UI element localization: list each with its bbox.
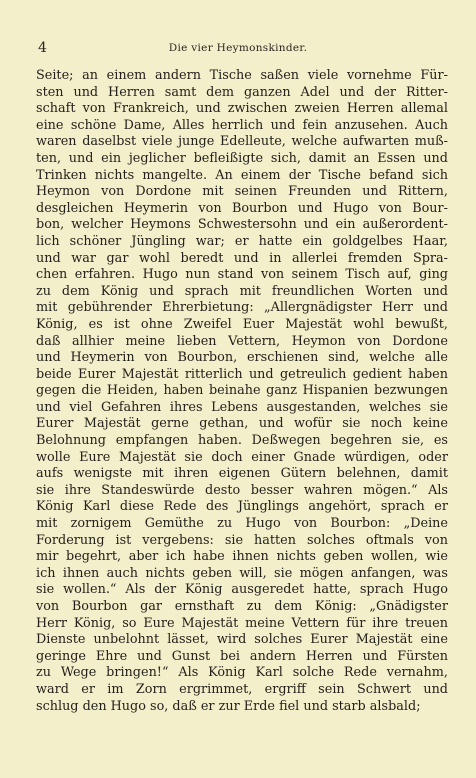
- text-line: ten, und ein jeglicher befleißigte sich, damit an Essen und: [36, 150, 448, 166]
- text-line: desgleichen Heymerin von Bourbon und Hugo von Bour-: [36, 200, 448, 216]
- page-header: [38, 40, 438, 64]
- text-line: sie wollen.“ Als der König ausgeredet hatte, sprach Hugo: [36, 582, 448, 598]
- text-line: und viel Gefahren ihres Lebens ausgestanden, welches sie: [36, 399, 448, 415]
- page-number: 4: [38, 40, 47, 56]
- text-line: daß allhier meine lieben Vettern, Heymon von Dordone: [36, 333, 448, 349]
- text-line: Eurer Majestät gerne gethan, und wofür sie noch keine: [36, 416, 448, 432]
- text-line: ward er im Zorn ergrimmet, ergriff sein Schwert und: [36, 681, 448, 697]
- text-line: mir begehrt, aber ich habe ihnen nichts geben wollen, wie: [36, 549, 448, 565]
- text-line: mit gebührender Ehrerbietung: „Allergnädigster Herr und: [36, 300, 448, 316]
- text-line: und war gar wohl beredt und in allerlei fremden Spra-: [36, 250, 448, 266]
- text-line: König Karl diese Rede des Jünglings angehört, sprach er: [36, 499, 448, 515]
- text-line: waren daselbst viele junge Edelleute, welche aufwarten muß-: [36, 134, 448, 150]
- text-line: mit zornigem Gemüthe zu Hugo von Bourbon: „Deine: [36, 516, 448, 532]
- text-line: zu dem König und sprach mit freundlichen Worten und: [36, 283, 448, 299]
- text-line: gegen die Heiden, haben beinahe ganz Hispanien bezwungen: [36, 383, 448, 399]
- text-line: zu Wege bringen!“ Als König Karl solche Rede vernahm,: [36, 665, 448, 681]
- text-line: sie ihre Standeswürde desto besser wahren mögen.“ Als: [36, 482, 448, 498]
- text-line: lich schöner Jüngling war; er hatte ein goldgelbes Haar,: [36, 233, 448, 249]
- text-line: Dienste unbelohnt lässet, wird solches Eurer Majestät eine: [36, 632, 448, 648]
- text-line: schaft von Frankreich, und zwischen zweien Herren allemal: [36, 101, 448, 117]
- text-line: Heymon von Dordone mit seinen Freunden und Rittern,: [36, 184, 448, 200]
- text-line: Trinken nichts mangelte. An einem der Tische befand sich: [36, 167, 448, 183]
- text-line: Seite; an einem andern Tische saßen viele vornehme Für-: [36, 68, 448, 83]
- text-line: sten und Herren samt dem ganzen Adel und der Ritter-: [36, 84, 448, 100]
- text-line: bon, welcher Heymons Schwestersohn und ein außerordent-: [36, 217, 448, 233]
- text-line: König, es ist ohne Zweifel Euer Majestät wohl bewußt,: [36, 316, 448, 332]
- text-line: aufs wenigste mit ihren eigenen Gütern belehnen, damit: [36, 466, 448, 482]
- body-text: [36, 68, 448, 715]
- text-line: wolle Eure Majestät sie doch einer Gnade würdigen, oder: [36, 449, 448, 465]
- text-line: Herr König, so Eure Majestät meine Vettern für ihre treuen: [36, 615, 448, 631]
- text-line: chen erfahren. Hugo nun stand von seinem Tisch auf, ging: [36, 267, 448, 283]
- running-head: Die vier Heymonskinder.: [168, 42, 308, 54]
- text-line: beide Eurer Majestät ritterlich und getreulich gedient haben: [36, 366, 448, 382]
- text-line: Forderung ist vergebens: sie hatten solches oftmals von: [36, 532, 448, 548]
- text-line: und Heymerin von Bourbon, erschienen sind, welche alle: [36, 350, 448, 366]
- text-line: ich ihnen auch nichts geben will, sie mögen anfangen, was: [36, 565, 448, 581]
- text-line: schlug den Hugo so, daß er zur Erde fiel und starb alsbald;: [36, 698, 421, 714]
- text-line: eine schöne Dame, Alles herrlich und fein anzusehen. Auch: [36, 117, 448, 133]
- text-line: Belohnung empfangen haben. Deßwegen begehren sie, es: [36, 433, 448, 449]
- text-line: von Bourbon gar ernsthaft zu dem König: „Gnädigster: [36, 599, 448, 614]
- text-line: geringe Ehre und Gunst bei andern Herren und Fürsten: [36, 648, 448, 664]
